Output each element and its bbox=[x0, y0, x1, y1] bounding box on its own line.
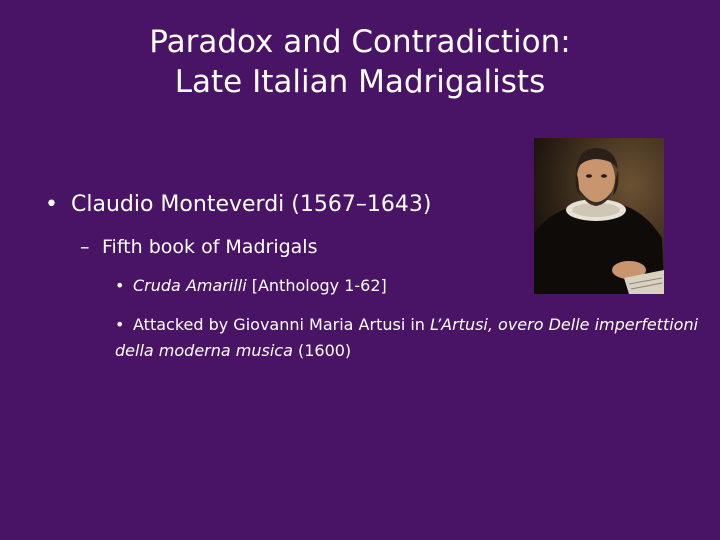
portrait-image bbox=[534, 138, 664, 294]
bullet-level1 bbox=[45, 192, 431, 217]
portrait-monteverdi-icon bbox=[534, 138, 664, 294]
title-line-1: Paradox and Contradiction: bbox=[149, 24, 571, 60]
dash-marker: – bbox=[80, 236, 90, 258]
anthology-ref: [Anthology 1-62] bbox=[246, 276, 387, 295]
madrigal-title: Cruda Amarilli bbox=[133, 276, 247, 295]
bullet-marker: • bbox=[115, 276, 125, 295]
bullet-text: Attacked by Giovanni Maria Artusi in bbox=[133, 315, 431, 334]
bullet-level3 bbox=[115, 312, 720, 364]
title-line-2: Late Italian Madrigalists bbox=[174, 64, 546, 100]
treatise-title: L’Artusi, overo Delle imperfettioni della moderna musica bbox=[115, 315, 699, 360]
bullet-level2 bbox=[80, 236, 318, 258]
year-text: (1600) bbox=[292, 341, 352, 360]
bullet-text: Fifth book of Madrigals bbox=[102, 236, 318, 258]
bullet-level3 bbox=[115, 276, 387, 295]
bullet-marker: • bbox=[115, 315, 125, 334]
bullet-marker: • bbox=[45, 192, 58, 217]
bullet-text: Claudio Monteverdi (1567–1643) bbox=[71, 192, 432, 217]
